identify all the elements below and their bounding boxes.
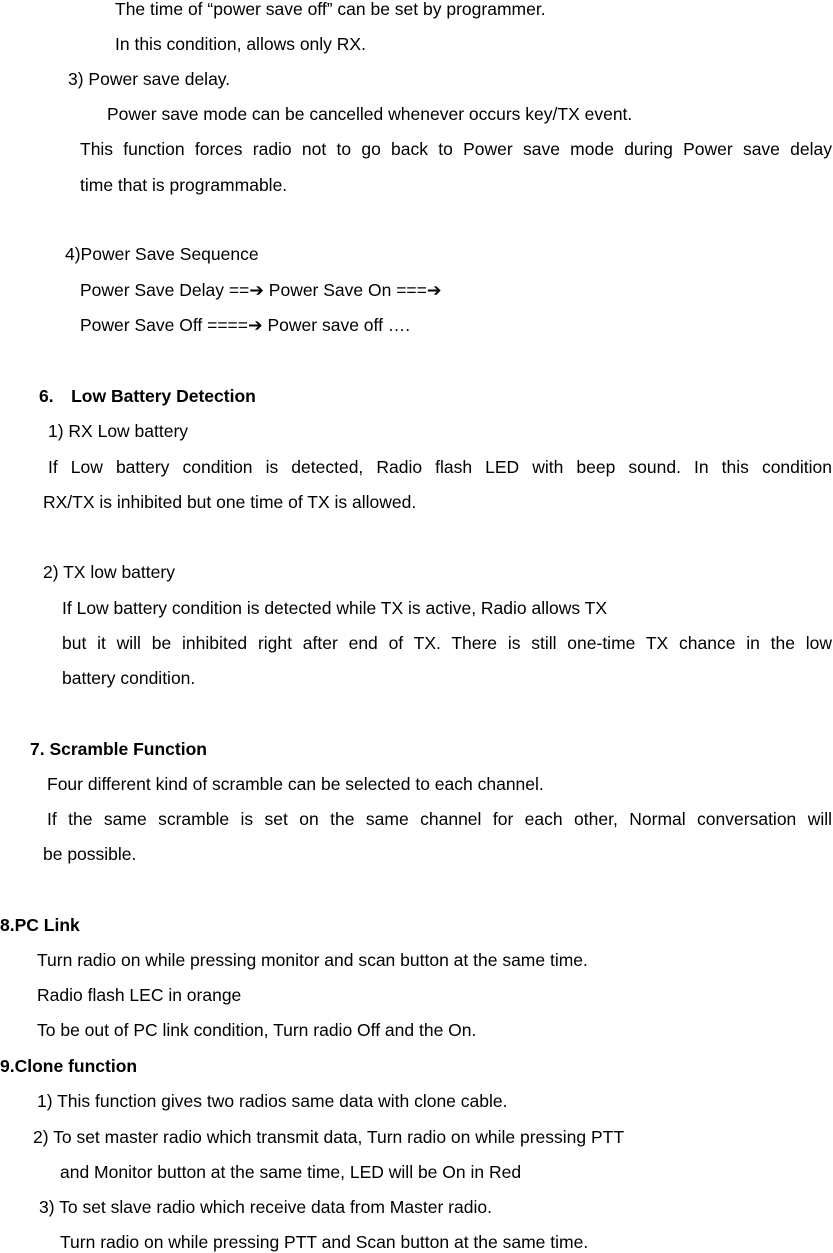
clone-step-2: 2) To set master radio which transmit data, Turn radio on while pressing PTT: [33, 1127, 625, 1147]
clone-step-1: 1) This function gives two radios same data with clone cable.: [37, 1091, 508, 1111]
power-save-sequence-line-1: Power Save Delay ==➔ Power Save On ===➔: [80, 280, 442, 300]
scramble-text-3: be possible.: [43, 844, 137, 864]
power-save-sequence-line-2: Power Save Off ====➔ Power save off ….: [80, 315, 411, 335]
clone-step-3-continued: Turn radio on while pressing PTT and Scan button at the same time.: [60, 1232, 589, 1252]
rx-low-battery-text-1: If Low battery condition is detected, Radio flash LED with beep sound. In this condition: [48, 457, 832, 477]
tx-low-battery-heading: 2) TX low battery: [43, 562, 175, 582]
rx-only-note: In this condition, allows only RX.: [115, 34, 366, 54]
clone-step-3: 3) To set slave radio which receive data from Master radio.: [39, 1197, 492, 1217]
power-save-off-note: The time of “power save off” can be set by programmer.: [115, 0, 546, 19]
pc-link-text-3: To be out of PC link condition, Turn radio Off and the On.: [37, 1020, 477, 1040]
rx-low-battery-heading: 1) RX Low battery: [48, 421, 189, 441]
clone-step-2-continued: and Monitor button at the same time, LED will be On in Red: [60, 1162, 522, 1182]
scramble-text-2: If the same scramble is set on the same channel for each other, Normal conversation will: [47, 809, 832, 829]
pc-link-text-2: Radio flash LEC in orange: [37, 985, 242, 1005]
pc-link-text-1: Turn radio on while pressing monitor and scan button at the same time.: [37, 950, 588, 970]
tx-low-battery-text-2: but it will be inhibited right after end of TX. There is still one-time TX chance in the low: [62, 633, 832, 653]
power-save-sequence-heading: 4)Power Save Sequence: [65, 244, 259, 264]
tx-low-battery-text-3: battery condition.: [62, 668, 196, 688]
power-save-delay-text-2: time that is programmable.: [80, 175, 288, 195]
section-9-title: 9.Clone function: [0, 1056, 138, 1076]
power-save-delay-heading: 3) Power save delay.: [68, 69, 231, 89]
scramble-text-1: Four different kind of scramble can be selected to each channel.: [47, 774, 544, 794]
section-8-title: 8.PC Link: [0, 915, 80, 935]
section-6-title: 6. Low Battery Detection: [39, 386, 256, 406]
rx-low-battery-text-2: RX/TX is inhibited but one time of TX is allowed.: [43, 492, 417, 512]
power-save-cancel-text: Power save mode can be cancelled whenever occurs key/TX event.: [107, 104, 633, 124]
power-save-delay-text-1: This function forces radio not to go back to Power save mode during Power save delay: [80, 139, 832, 159]
section-7-title: 7. Scramble Function: [30, 739, 207, 759]
tx-low-battery-text-1: If Low battery condition is detected while TX is active, Radio allows TX: [62, 598, 608, 618]
